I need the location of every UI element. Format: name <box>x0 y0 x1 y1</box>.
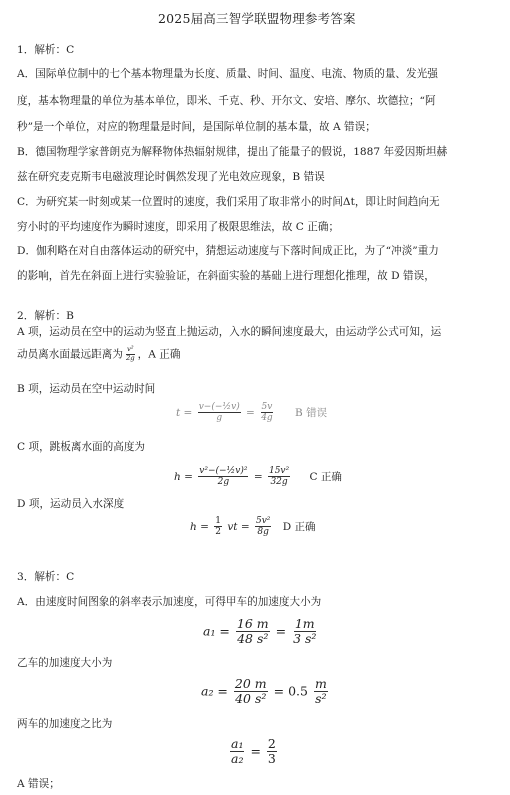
q3-eq-a2-mid: = 0.5 <box>273 683 308 699</box>
q2-c-verdict: C 正确 <box>309 470 342 483</box>
q2-d-equation <box>190 516 316 538</box>
q3-eq-a1-frac-2-num: 1m <box>294 616 315 631</box>
q2-option-a-line-2 <box>17 346 180 363</box>
q3-option-a-text: A．由速度时间图象的斜率表示加速度，可得甲车的加速度大小为 <box>17 596 322 608</box>
q2-c-frac-2-num: 15v² <box>268 466 290 476</box>
q2-c-frac-1-num: v²−(−½v)² <box>199 466 248 476</box>
q2-d-verdict: D 正确 <box>282 520 316 533</box>
q2-option-c-text: C 项，跳板离水面的高度为 <box>17 441 146 453</box>
q3-eq-a2-frac-2-den: s² <box>315 691 327 707</box>
q2-b-frac-2 <box>260 402 274 424</box>
q3-eq-ratio-equals: = <box>250 743 261 759</box>
q2-b-frac-2-num: 5v <box>261 402 273 412</box>
page-title: 2025届高三智学联盟物理参考答案 <box>158 11 356 26</box>
q3-eq-a2 <box>201 677 330 707</box>
q2-c-frac-1-den: 2g <box>217 477 230 488</box>
q3-eq-a2-frac-2 <box>314 677 328 707</box>
q2-b-eq-lhs: t = <box>176 406 193 419</box>
q1-option-d-line-2: 的影响，首先在斜面上进行实验验证，在斜面实验的基础上进行理想化推理，故 D 错误， <box>17 270 435 282</box>
q2-a-text: 动员离水面最远距离为 <box>17 348 123 361</box>
q2-a-frac-den: 2g <box>125 353 135 362</box>
q3-eq-a2-lhs: a₂ = <box>201 683 228 699</box>
q2-option-d-text: D 项，运动员入水深度 <box>17 498 125 510</box>
q2-d-frac-num: 5v² <box>255 516 271 526</box>
q2-b-frac-1-den: g <box>216 413 223 424</box>
q1-option-a-line-2: 度，基本物理量的单位为基本单位，即米、千克、秒、开尔文、安培、摩尔、坎德拉；“阿 <box>17 95 436 107</box>
q3-eq-a1 <box>203 617 319 647</box>
q2-c-eq-equals: = <box>253 470 263 483</box>
q2-option-b-text: B 项，运动员在空中运动时间 <box>17 383 156 395</box>
q2-d-eq-mid: vt = <box>227 520 250 533</box>
q3-eq-a1-frac-1-num: 16 m <box>236 616 269 631</box>
q3-eq-a1-equals: = <box>275 623 287 639</box>
q2-b-verdict: B 错误 <box>295 406 328 419</box>
q1-option-a-line-1: A．国际单位制中的七个基本物理量为长度、质量、时间、温度、电流、物质的量、发光强 <box>17 68 438 80</box>
q3-eq-a1-frac-2-den: 3 s² <box>293 631 317 647</box>
q2-d-frac-half <box>214 516 222 538</box>
q3-eq-a2-frac-1-den: 40 s² <box>235 691 267 707</box>
q3-eq-ratio <box>228 737 279 767</box>
q1-option-c-line-1: C．为研究某一时刻或某一位置时的速度，我们采用了取非常小的时间Δt，即让时间趋向无 <box>17 196 440 208</box>
q3-eq-a2-frac-2-num: m <box>314 676 327 691</box>
q3-eq-ratio-frac-1-den: a₂ <box>231 751 244 767</box>
q2-d-eq-lhs: h = <box>190 520 209 533</box>
q3-eq-a1-frac-2 <box>292 617 317 647</box>
q3-eq-ratio-frac-1-num: a₁ <box>231 736 244 751</box>
q1-option-a-line-3: 秒”是一个单位，对应的物理量是时间，是国际单位制的基本量，故 A 错误； <box>17 121 376 133</box>
q2-option-a-line-1: A 项，运动员在空中的运动为竖直上抛运动，入水的瞬间速度最大，由运动学公式可知，运 <box>17 326 442 338</box>
q2-heading: 2．解析：B <box>17 310 74 322</box>
q2-d-half-den: 2 <box>215 527 221 538</box>
q2-a-frac-num: v² <box>126 345 134 353</box>
q1-heading: 1．解析：C <box>17 44 75 56</box>
q3-eq-a2-frac-1 <box>234 677 268 707</box>
q1-option-b-line-2: 兹在研究麦克斯韦电磁波理论时偶然发现了光电效应现象，B 错误 <box>17 171 325 183</box>
q2-d-frac <box>255 516 271 538</box>
q2-b-eq-equals: = <box>246 406 255 419</box>
q2-b-frac-1 <box>198 402 241 424</box>
q2-c-frac-2 <box>268 466 290 488</box>
q2-c-frac-1 <box>198 466 248 488</box>
q2-c-equation <box>174 466 342 488</box>
q2-c-frac-2-den: 32g <box>270 477 288 488</box>
q2-a-fraction <box>125 346 136 363</box>
q3-eq-a1-frac-1 <box>236 617 270 647</box>
q3-eq-a1-lhs: a₁ = <box>203 623 230 639</box>
q2-b-frac-2-den: 4g <box>261 413 273 424</box>
q2-b-equation <box>176 402 327 424</box>
q2-b-frac-1-num: v−(−½v) <box>198 402 240 412</box>
q2-d-frac-den: 8g <box>257 527 269 538</box>
q3-verdict-a: A 错误； <box>17 778 60 790</box>
q3-eq-a1-frac-1-den: 48 s² <box>237 631 269 647</box>
q3-heading: 3．解析：C <box>17 571 75 583</box>
q2-d-half-num: 1 <box>215 516 221 526</box>
q3-option-b-text: 乙车的加速度大小为 <box>17 657 113 669</box>
q3-option-c-text: 两车的加速度之比为 <box>17 718 113 730</box>
q1-option-b-line-1: B．德国物理学家普朗克为解释物体热辐射规律，提出了能量子的假说，1887 年爱因斯坦赫 <box>17 146 448 158</box>
q3-eq-ratio-frac-1 <box>230 737 244 767</box>
q3-eq-ratio-frac-2-num: 2 <box>267 736 276 751</box>
q3-eq-ratio-frac-2 <box>267 737 277 767</box>
q3-eq-ratio-frac-2-den: 3 <box>267 751 276 767</box>
q1-option-c-line-2: 穷小时的平均速度作为瞬时速度，即采用了极限思维法，故 C 正确； <box>17 221 340 233</box>
q2-c-eq-lhs: h = <box>174 470 193 483</box>
q3-eq-a2-frac-1-num: 20 m <box>234 676 267 691</box>
q2-a-verdict: ，A 正确 <box>137 348 181 361</box>
q1-option-d-line-1: D．伽利略在对自由落体运动的研究中，猜想运动速度与下落时间成正比，为了“冲淡”重力 <box>17 245 439 257</box>
